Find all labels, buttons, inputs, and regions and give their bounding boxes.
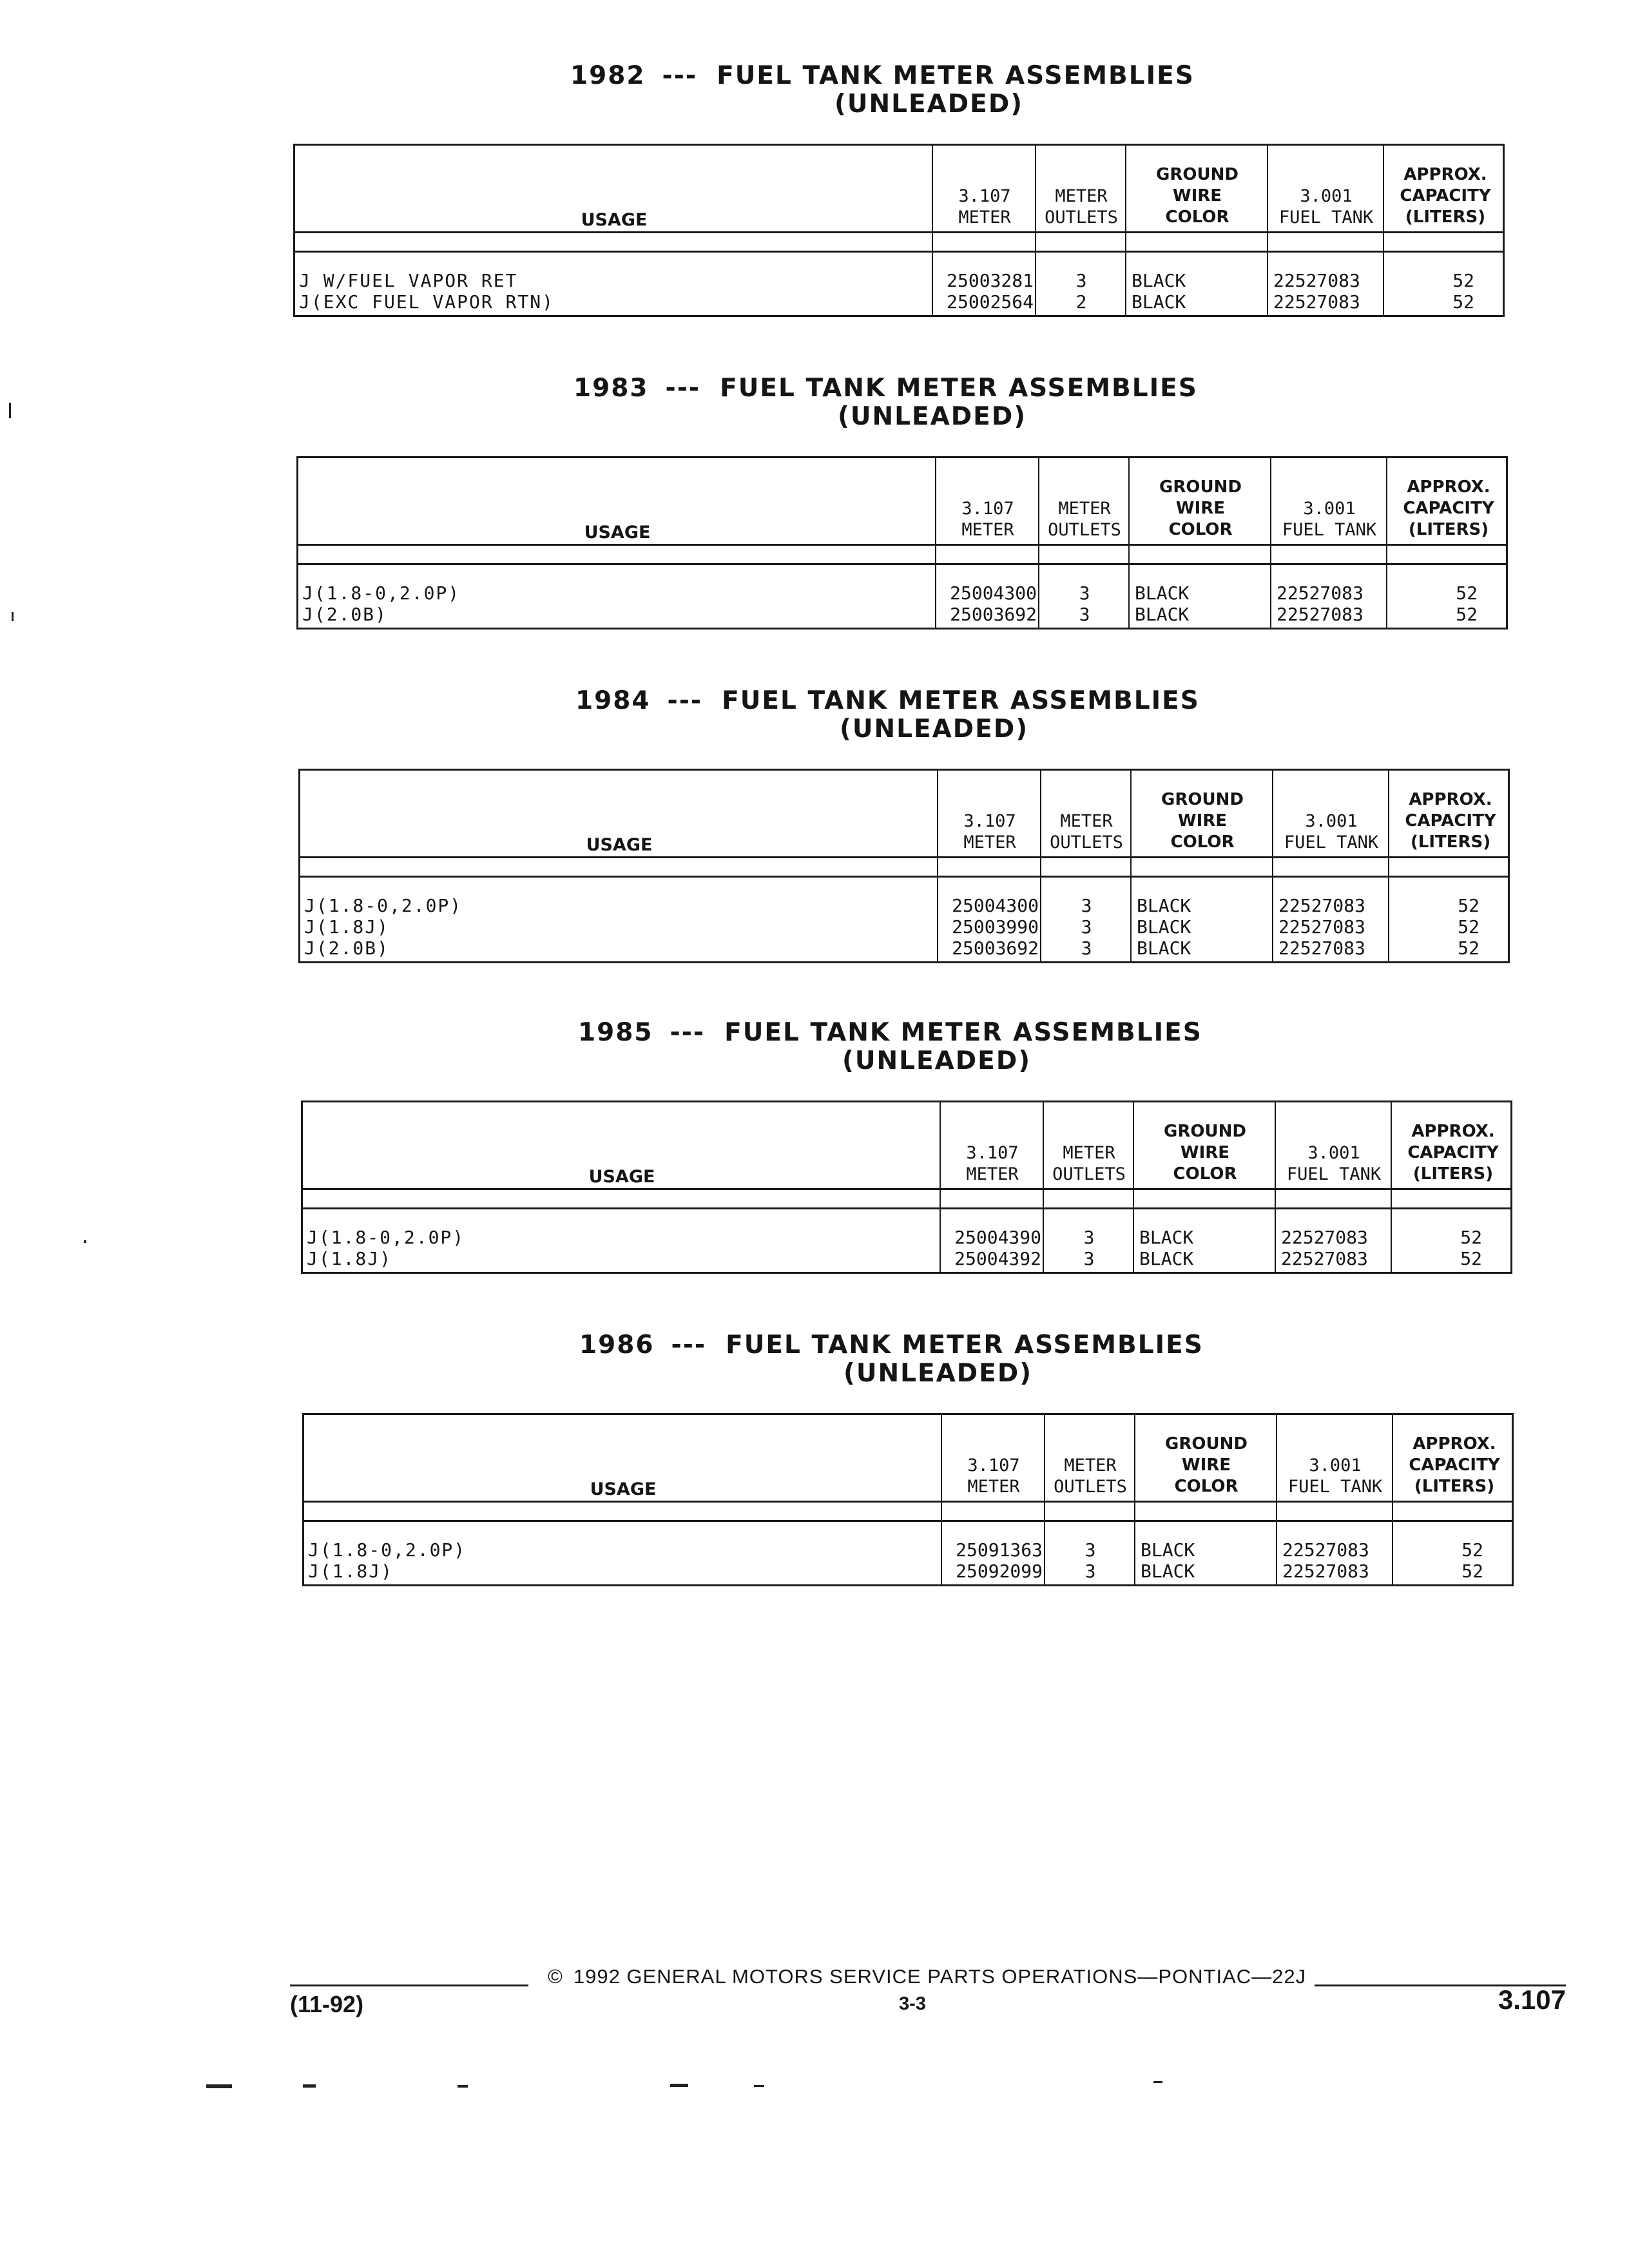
cell-capacity-column <box>1393 1539 1516 1561</box>
cell-capacity: 52 <box>1452 270 1474 291</box>
cell-capacity-column <box>1384 291 1507 312</box>
fuel-tank-meter-table <box>302 1413 1514 1586</box>
cell-meter-outlets: 3 <box>1079 604 1090 625</box>
header-meter-outlets <box>1044 1102 1134 1190</box>
fuel-tank-meter-table <box>301 1100 1512 1274</box>
header-fuel-tank-line: FUEL TANK <box>1278 207 1374 227</box>
header-capacity-line: CAPACITY <box>1409 1456 1500 1475</box>
cell-capacity-column <box>1393 1561 1516 1582</box>
cell-meter-part-number-column <box>933 291 1036 312</box>
header-capacity-line: CAPACITY <box>1407 1143 1499 1162</box>
fuel-tank-meter-table <box>293 144 1505 317</box>
cell-meter-part-number-column <box>942 1539 1045 1561</box>
cell-meter-outlets-column <box>1044 1227 1134 1248</box>
header-meter-outlets <box>1036 146 1126 233</box>
cell-fuel-tank-part-number: 22527083 <box>1281 1227 1368 1248</box>
title-year: 1982 <box>570 61 646 90</box>
header-usage <box>304 1415 942 1503</box>
cell-meter-part-number: 25003692 <box>952 937 1039 959</box>
cell-ground-wire-color: BLACK <box>1135 582 1190 604</box>
header-meter-line: 3.107 <box>963 811 1016 831</box>
header-usage <box>303 1102 941 1190</box>
section-title <box>298 686 1510 751</box>
section-title <box>302 1331 1514 1395</box>
header-capacity <box>1387 458 1510 546</box>
scan-artifact <box>12 612 14 621</box>
table-row <box>304 1539 1512 1561</box>
title-subtitle: (UNLEADED) <box>840 715 1029 744</box>
cell-fuel-tank-part-number-column <box>1276 1227 1392 1248</box>
table-row <box>303 1248 1510 1269</box>
scan-artifact <box>9 403 11 418</box>
cell-meter-part-number-column <box>938 895 1041 916</box>
scan-artifact <box>458 2085 468 2088</box>
copyright-symbol: © <box>548 1965 563 1988</box>
header-capacity <box>1389 771 1512 858</box>
cell-ground-wire-color: BLACK <box>1141 1561 1195 1582</box>
header-meter-line: METER <box>967 1477 1020 1497</box>
header-fuel-tank-line: FUEL TANK <box>1286 1164 1382 1184</box>
header-capacity-line: APPROX. <box>1407 477 1490 497</box>
header-meter-outlets <box>1039 458 1130 546</box>
cell-capacity-column <box>1384 270 1507 291</box>
header-meter-outlets-line: OUTLETS <box>1045 207 1118 227</box>
header-meter <box>942 1415 1045 1503</box>
cell-ground-wire-color-column <box>1132 895 1273 916</box>
header-fuel-tank <box>1273 771 1389 858</box>
cell-ground-wire-color: BLACK <box>1139 1227 1194 1248</box>
cell-fuel-tank-part-number-column <box>1271 582 1387 604</box>
title-line <box>570 61 1195 90</box>
cell-ground-wire-color: BLACK <box>1135 604 1190 625</box>
cell-meter-outlets: 3 <box>1081 916 1092 937</box>
cell-meter-part-number: 25003990 <box>952 916 1039 937</box>
cell-meter-part-number: 25003692 <box>950 604 1037 625</box>
footer-rule-left <box>290 1984 528 1986</box>
header-spacer-row <box>304 1503 1512 1522</box>
title-dash: --- <box>671 1331 707 1360</box>
cell-ground-wire-color: BLACK <box>1139 1248 1194 1269</box>
cell-ground-wire-color-column <box>1132 916 1273 937</box>
cell-fuel-tank-part-number: 22527083 <box>1273 291 1360 312</box>
header-fuel-tank-line: FUEL TANK <box>1287 1477 1383 1497</box>
header-meter <box>938 771 1041 858</box>
header-meter-outlets-line: OUTLETS <box>1050 832 1123 852</box>
header-meter <box>933 146 1036 233</box>
header-ground-wire-color-line: WIRE <box>1180 1143 1230 1162</box>
title-text: FUEL TANK METER ASSEMBLIES <box>720 374 1198 403</box>
header-meter-outlets-line: METER <box>1058 499 1111 519</box>
title-subtitle: (UNLEADED) <box>834 90 1024 119</box>
cell-meter-part-number-column <box>933 270 1036 291</box>
cell-fuel-tank-part-number: 22527083 <box>1278 916 1365 937</box>
cell-meter-outlets: 2 <box>1075 291 1087 312</box>
title-subtitle: (UNLEADED) <box>842 1046 1032 1075</box>
cell-fuel-tank-part-number: 22527083 <box>1281 1248 1368 1269</box>
header-capacity-line: APPROX. <box>1403 165 1487 184</box>
cell-capacity: 52 <box>1456 582 1478 604</box>
cell-fuel-tank-part-number-column <box>1276 1248 1392 1269</box>
copyright-text: 1992 GENERAL MOTORS SERVICE PARTS OPERATIONS—PONTIAC—22J <box>573 1965 1307 1988</box>
cell-meter-outlets-column <box>1045 1561 1135 1582</box>
cell-capacity: 52 <box>1461 1561 1483 1582</box>
title-line <box>575 686 1200 715</box>
cell-ground-wire-color-column <box>1130 604 1271 625</box>
cell-meter-outlets: 3 <box>1083 1248 1095 1269</box>
header-meter <box>936 458 1039 546</box>
title-line <box>574 374 1198 403</box>
cell-meter-part-number-column <box>938 937 1041 959</box>
cell-meter-part-number: 25091363 <box>956 1539 1043 1561</box>
cell-usage: J(1.8-0,2.0P) <box>302 582 461 604</box>
title-text: FUEL TANK METER ASSEMBLIES <box>722 686 1200 715</box>
header-ground-wire-color-line: COLOR <box>1173 1164 1237 1184</box>
header-meter-outlets <box>1045 1415 1135 1503</box>
cell-ground-wire-color-column <box>1126 291 1268 312</box>
title-year: 1985 <box>578 1018 653 1047</box>
header-capacity-line: APPROX. <box>1412 1434 1496 1454</box>
cell-meter-outlets-column <box>1039 582 1130 604</box>
cell-fuel-tank-part-number: 22527083 <box>1277 604 1364 625</box>
cell-fuel-tank-part-number-column <box>1268 270 1384 291</box>
cell-ground-wire-color: BLACK <box>1141 1539 1195 1561</box>
cell-usage-column <box>295 291 933 312</box>
title-dash: --- <box>662 61 698 90</box>
header-fuel-tank <box>1276 1102 1392 1190</box>
cell-meter-outlets-column <box>1044 1248 1134 1269</box>
cell-usage-column <box>303 1248 941 1269</box>
header-usage-text: USAGE <box>581 210 648 230</box>
title-dash: --- <box>665 374 701 403</box>
fuel-tank-meter-table <box>298 769 1510 963</box>
title-dash: --- <box>667 686 703 715</box>
cell-meter-part-number-column <box>938 916 1041 937</box>
cell-meter-outlets-column <box>1039 604 1130 625</box>
header-ground-wire-color-line: GROUND <box>1161 790 1244 809</box>
header-ground-wire-color-line: WIRE <box>1181 1456 1231 1475</box>
cell-fuel-tank-part-number: 22527083 <box>1278 895 1365 916</box>
scan-artifact <box>84 1240 86 1243</box>
header-meter-outlets-line: METER <box>1064 1456 1117 1475</box>
cell-capacity: 52 <box>1460 1248 1482 1269</box>
cell-fuel-tank-part-number-column <box>1277 1561 1393 1582</box>
cell-ground-wire-color: BLACK <box>1137 895 1191 916</box>
cell-usage: J W/FUEL VAPOR RET <box>299 270 518 291</box>
table-row <box>303 1227 1510 1248</box>
cell-fuel-tank-part-number: 22527083 <box>1278 937 1365 959</box>
cell-fuel-tank-part-number: 22527083 <box>1277 582 1364 604</box>
section-number: 3.107 <box>1498 1984 1566 2015</box>
cell-meter-part-number: 25092099 <box>956 1561 1043 1582</box>
header-meter-outlets-line: OUTLETS <box>1048 520 1121 540</box>
scan-artifact <box>754 2085 764 2087</box>
cell-meter-outlets-column <box>1036 270 1126 291</box>
cell-capacity: 52 <box>1458 895 1480 916</box>
cell-capacity-column <box>1387 582 1510 604</box>
header-ground-wire-color-line: COLOR <box>1168 520 1233 539</box>
title-text: FUEL TANK METER ASSEMBLIES <box>717 61 1195 90</box>
cell-ground-wire-color-column <box>1130 582 1271 604</box>
cell-meter-outlets: 3 <box>1079 582 1090 604</box>
header-capacity-line: APPROX. <box>1411 1122 1495 1141</box>
title-subtitle: (UNLEADED) <box>838 402 1027 431</box>
cell-usage: J(2.0B) <box>304 937 390 959</box>
table-row <box>295 291 1503 312</box>
title-text: FUEL TANK METER ASSEMBLIES <box>726 1331 1204 1360</box>
cell-meter-part-number: 25004300 <box>950 582 1037 604</box>
cell-meter-outlets-column <box>1045 1539 1135 1561</box>
header-meter-line: 3.107 <box>961 499 1014 519</box>
header-fuel-tank-line: 3.001 <box>1309 1456 1362 1475</box>
cell-meter-outlets: 3 <box>1081 937 1092 959</box>
header-capacity <box>1392 1102 1514 1190</box>
cell-usage-column <box>298 604 936 625</box>
cell-ground-wire-color: BLACK <box>1132 291 1186 312</box>
header-usage <box>295 146 933 233</box>
header-meter-outlets <box>1041 771 1132 858</box>
header-capacity-line: CAPACITY <box>1403 499 1494 518</box>
table-row <box>298 582 1506 604</box>
header-spacer-row <box>295 233 1503 253</box>
scan-artifact <box>670 2084 688 2087</box>
fuel-tank-meter-table <box>296 456 1508 629</box>
header-meter-line: METER <box>963 832 1016 852</box>
header-meter-line: METER <box>966 1164 1019 1184</box>
cell-ground-wire-color-column <box>1134 1248 1276 1269</box>
cell-capacity-column <box>1389 895 1512 916</box>
header-fuel-tank-line: 3.001 <box>1305 811 1358 831</box>
header-fuel-tank <box>1268 146 1384 233</box>
cell-ground-wire-color-column <box>1134 1227 1276 1248</box>
cell-meter-outlets-column <box>1041 895 1132 916</box>
cell-usage-column <box>300 937 938 959</box>
header-usage <box>300 771 938 858</box>
cell-meter-outlets-column <box>1036 291 1126 312</box>
cell-meter-outlets-column <box>1041 937 1132 959</box>
cell-usage-column <box>295 270 933 291</box>
header-usage <box>298 458 936 546</box>
header-fuel-tank <box>1277 1415 1393 1503</box>
cell-meter-outlets: 3 <box>1084 1561 1096 1582</box>
section-title <box>296 374 1508 438</box>
header-capacity-line: (LITERS) <box>1408 520 1489 539</box>
header-capacity-line: APPROX. <box>1409 790 1492 809</box>
cell-ground-wire-color-column <box>1126 270 1268 291</box>
header-fuel-tank-line: 3.001 <box>1307 1143 1360 1163</box>
cell-meter-part-number: 25004390 <box>954 1227 1041 1248</box>
cell-fuel-tank-part-number: 22527083 <box>1282 1539 1369 1561</box>
cell-capacity: 52 <box>1456 604 1478 625</box>
table-row <box>295 270 1503 291</box>
header-ground-wire-color <box>1135 1415 1277 1503</box>
cell-capacity-column <box>1392 1248 1514 1269</box>
header-meter-outlets-line: METER <box>1055 186 1108 206</box>
cell-usage: J(1.8J) <box>308 1561 394 1582</box>
cell-meter-part-number-column <box>941 1227 1044 1248</box>
header-meter-line: 3.107 <box>958 186 1011 206</box>
cell-capacity: 52 <box>1458 916 1480 937</box>
revision-date: (11-92) <box>290 1991 364 2017</box>
cell-fuel-tank-part-number-column <box>1271 604 1387 625</box>
cell-meter-part-number: 25004392 <box>954 1248 1041 1269</box>
page-number: 3-3 <box>899 1994 926 2014</box>
cell-meter-outlets: 3 <box>1084 1539 1096 1561</box>
cell-capacity-column <box>1389 937 1512 959</box>
cell-meter-outlets: 3 <box>1075 270 1087 291</box>
section-title <box>301 1018 1512 1082</box>
cell-capacity: 52 <box>1461 1539 1483 1561</box>
cell-fuel-tank-part-number: 22527083 <box>1273 270 1360 291</box>
title-line <box>578 1018 1202 1047</box>
scan-artifact <box>303 2084 316 2088</box>
header-capacity <box>1393 1415 1516 1503</box>
header-fuel-tank-line: FUEL TANK <box>1282 520 1377 540</box>
header-ground-wire-color-line: WIRE <box>1177 811 1228 831</box>
cell-ground-wire-color-column <box>1132 937 1273 959</box>
cell-capacity: 52 <box>1460 1227 1482 1248</box>
cell-fuel-tank-part-number-column <box>1273 937 1389 959</box>
header-meter-line: 3.107 <box>966 1143 1019 1163</box>
header-meter-line: METER <box>961 520 1014 540</box>
header-ground-wire-color <box>1134 1102 1276 1190</box>
header-ground-wire-color-line: GROUND <box>1165 1434 1248 1454</box>
cell-meter-part-number-column <box>942 1561 1045 1582</box>
cell-fuel-tank-part-number-column <box>1273 916 1389 937</box>
cell-capacity: 52 <box>1452 291 1474 312</box>
cell-capacity-column <box>1389 916 1512 937</box>
header-usage-text: USAGE <box>586 835 653 855</box>
cell-usage: J(1.8-0,2.0P) <box>307 1227 465 1248</box>
header-ground-wire-color-line: WIRE <box>1172 186 1222 206</box>
header-usage-text: USAGE <box>584 523 651 543</box>
cell-fuel-tank-part-number-column <box>1273 895 1389 916</box>
cell-fuel-tank-part-number: 22527083 <box>1282 1561 1369 1582</box>
header-spacer-row <box>298 546 1506 565</box>
title-subtitle: (UNLEADED) <box>843 1359 1033 1388</box>
header-meter-line: 3.107 <box>967 1456 1020 1475</box>
table-row <box>300 916 1508 937</box>
header-meter-line: METER <box>958 207 1011 227</box>
header-capacity-line: (LITERS) <box>1405 207 1486 227</box>
header-ground-wire-color <box>1130 458 1271 546</box>
header-meter-outlets-line: METER <box>1060 811 1113 831</box>
cell-meter-part-number: 25004300 <box>952 895 1039 916</box>
cell-meter-outlets: 3 <box>1083 1227 1095 1248</box>
cell-ground-wire-color-column <box>1135 1539 1277 1561</box>
title-text: FUEL TANK METER ASSEMBLIES <box>724 1018 1202 1047</box>
header-meter <box>941 1102 1044 1190</box>
header-spacer-row <box>303 1190 1510 1209</box>
copyright-line <box>548 1965 1306 1988</box>
header-ground-wire-color-line: WIRE <box>1175 499 1226 518</box>
cell-meter-outlets-column <box>1041 916 1132 937</box>
cell-usage-column <box>300 916 938 937</box>
cell-ground-wire-color: BLACK <box>1132 270 1186 291</box>
cell-usage: J(1.8-0,2.0P) <box>308 1539 467 1561</box>
header-usage-text: USAGE <box>590 1479 657 1499</box>
cell-usage: J(1.8-0,2.0P) <box>304 895 463 916</box>
page-footer <box>290 1965 1566 2030</box>
cell-usage: J(1.8J) <box>304 916 390 937</box>
header-ground-wire-color <box>1126 146 1268 233</box>
title-dash: --- <box>670 1018 706 1047</box>
cell-fuel-tank-part-number-column <box>1277 1539 1393 1561</box>
cell-meter-part-number-column <box>936 604 1039 625</box>
header-fuel-tank-line: FUEL TANK <box>1284 832 1379 852</box>
cell-usage: J(2.0B) <box>302 604 388 625</box>
cell-meter-outlets: 3 <box>1081 895 1092 916</box>
cell-usage-column <box>300 895 938 916</box>
cell-fuel-tank-part-number-column <box>1268 291 1384 312</box>
cell-usage: J(EXC FUEL VAPOR RTN) <box>299 291 555 312</box>
section-title <box>293 61 1505 126</box>
header-ground-wire-color-line: GROUND <box>1156 165 1239 184</box>
scan-artifact <box>206 2084 232 2088</box>
cell-usage-column <box>304 1561 942 1582</box>
header-ground-wire-color-line: GROUND <box>1164 1122 1246 1141</box>
cell-meter-part-number: 25003281 <box>947 270 1034 291</box>
cell-capacity-column <box>1392 1227 1514 1248</box>
cell-usage-column <box>304 1539 942 1561</box>
header-ground-wire-color-line: COLOR <box>1170 832 1235 852</box>
header-ground-wire-color-line: GROUND <box>1159 477 1242 497</box>
title-line <box>579 1331 1204 1360</box>
cell-meter-part-number-column <box>941 1248 1044 1269</box>
header-meter-outlets-line: OUTLETS <box>1052 1164 1126 1184</box>
header-ground-wire-color-line: COLOR <box>1165 207 1229 227</box>
header-fuel-tank <box>1271 458 1387 546</box>
header-fuel-tank-line: 3.001 <box>1303 499 1356 519</box>
header-usage-text: USAGE <box>588 1167 655 1187</box>
header-spacer-row <box>300 858 1508 878</box>
title-year: 1983 <box>574 374 649 403</box>
cell-usage-column <box>298 582 936 604</box>
cell-ground-wire-color-column <box>1135 1561 1277 1582</box>
title-year: 1984 <box>575 686 651 715</box>
header-fuel-tank-line: 3.001 <box>1300 186 1353 206</box>
cell-meter-part-number-column <box>936 582 1039 604</box>
cell-capacity: 52 <box>1458 937 1480 959</box>
header-ground-wire-color <box>1132 771 1273 858</box>
table-row <box>298 604 1506 625</box>
cell-ground-wire-color: BLACK <box>1137 916 1191 937</box>
table-row <box>304 1561 1512 1582</box>
table-row <box>300 937 1508 959</box>
header-meter-outlets-line: OUTLETS <box>1054 1477 1127 1497</box>
header-capacity-line: (LITERS) <box>1414 1477 1495 1496</box>
table-row <box>300 895 1508 916</box>
cell-usage: J(1.8J) <box>307 1248 392 1269</box>
cell-ground-wire-color: BLACK <box>1137 937 1191 959</box>
header-capacity-line: (LITERS) <box>1410 832 1491 852</box>
cell-usage-column <box>303 1227 941 1248</box>
header-capacity <box>1384 146 1507 233</box>
header-ground-wire-color-line: COLOR <box>1174 1477 1239 1496</box>
header-meter-outlets-line: METER <box>1063 1143 1115 1163</box>
title-year: 1986 <box>579 1331 655 1360</box>
header-capacity-line: CAPACITY <box>1405 811 1496 831</box>
header-capacity-line: (LITERS) <box>1412 1164 1494 1184</box>
cell-meter-part-number: 25002564 <box>947 291 1034 312</box>
scan-artifact <box>1153 2081 1162 2083</box>
cell-capacity-column <box>1387 604 1510 625</box>
header-capacity-line: CAPACITY <box>1400 186 1491 206</box>
